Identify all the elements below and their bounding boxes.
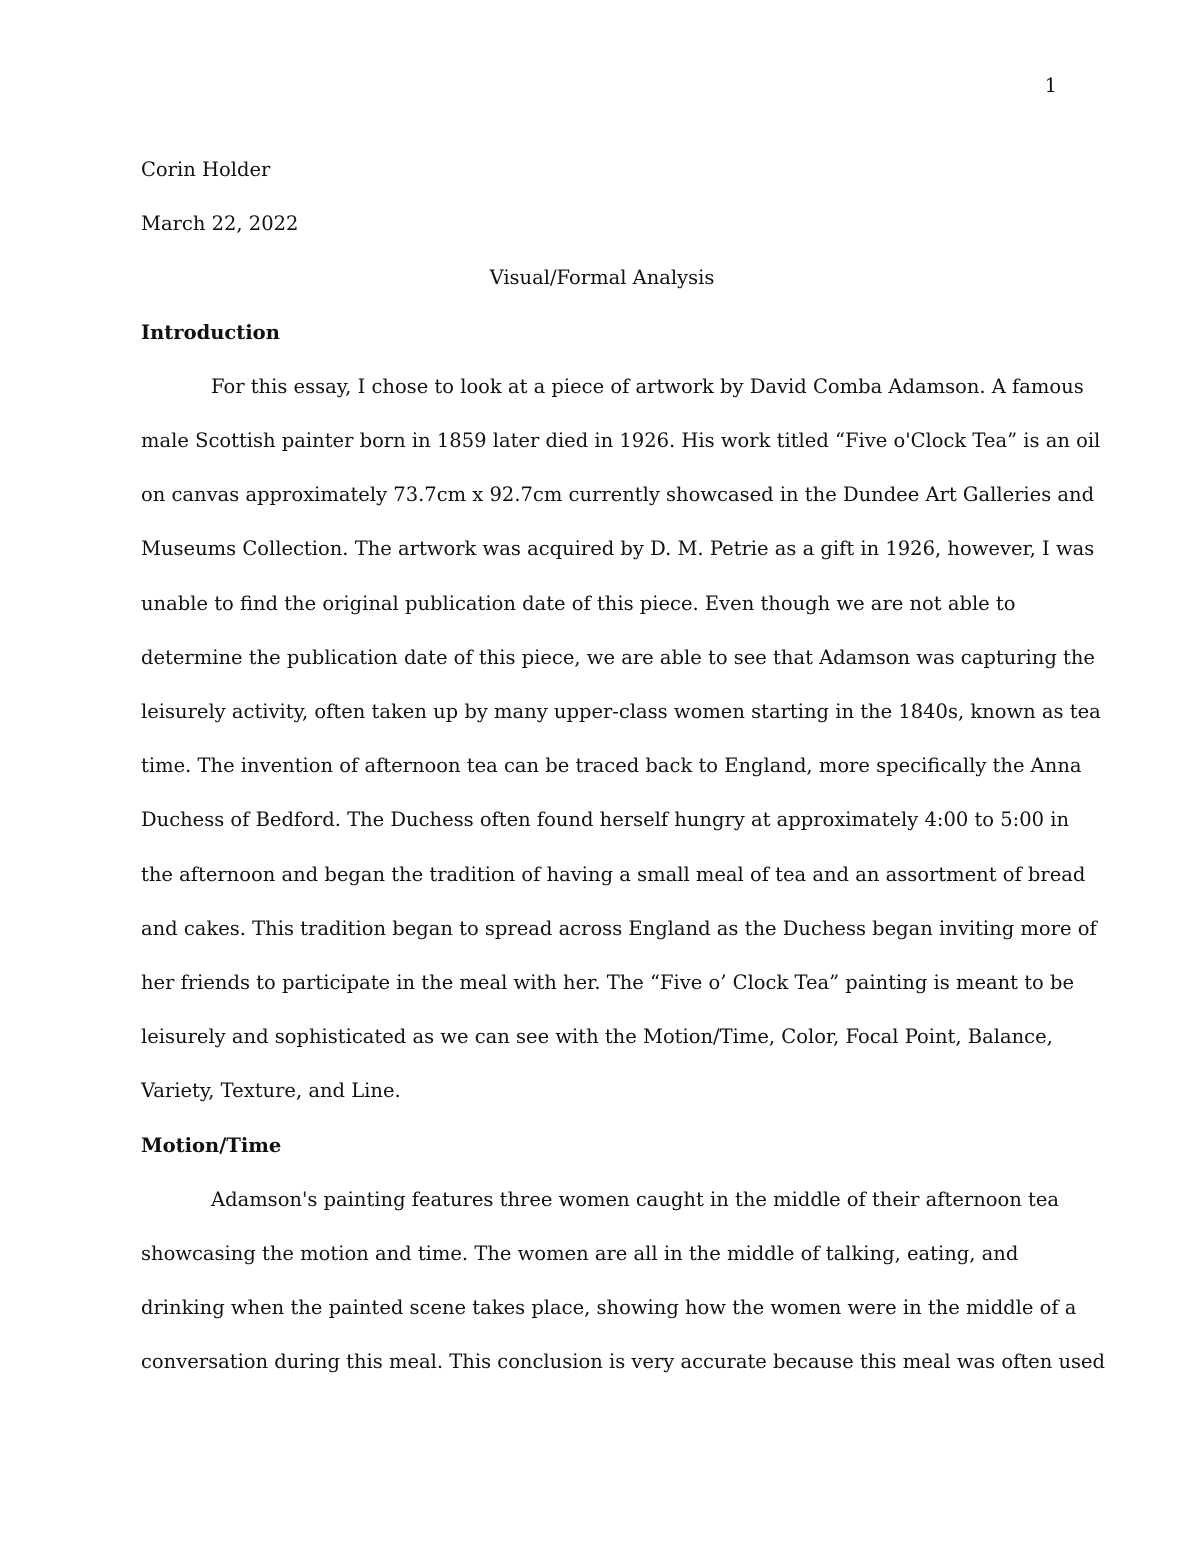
paragraph-line: drinking when the painted scene takes place, showing how the women were in the middle of a bbox=[141, 1296, 1077, 1320]
paragraph-line: For this essay, I chose to look at a piece of artwork by David Comba Adamson. A famous bbox=[211, 374, 1084, 398]
page-number: 1 bbox=[1044, 74, 1057, 97]
paragraph-line: on canvas approximately 73.7cm x 92.7cm currently showcased in the Dundee Art Galleries and bbox=[141, 483, 1095, 507]
motion-time-paragraph bbox=[141, 1173, 1106, 1390]
paragraph-line: determine the publication date of this piece, we are able to see that Adamson was capturing the bbox=[141, 645, 1095, 669]
paragraph-line: and cakes. This tradition began to spread across England as the Duchess began inviting more of bbox=[141, 916, 1097, 940]
paragraph-line: her friends to participate in the meal with her. The “Five o’ Clock Tea” painting is meant to be bbox=[141, 971, 1075, 995]
paragraph-line: the afternoon and began the tradition of having a small meal of tea and an assortment of bread bbox=[141, 862, 1086, 886]
paragraph-line: leisurely and sophisticated as we can see with the Motion/Time, Color, Focal Point, Balance, bbox=[141, 1025, 1053, 1049]
paragraph-line: Variety, Texture, and Line. bbox=[141, 1079, 401, 1103]
paragraph-line: Duchess of Bedford. The Duchess often found herself hungry at approximately 4:00 to 5:00 in bbox=[141, 808, 1070, 832]
paragraph-line: conversation during this meal. This conclusion is very accurate because this meal was often used bbox=[141, 1350, 1106, 1374]
section-heading-motion-time: Motion/Time bbox=[141, 1133, 282, 1157]
paragraph-line: showcasing the motion and time. The women are all in the middle of talking, eating, and bbox=[141, 1242, 1019, 1266]
introduction-paragraph bbox=[141, 360, 1101, 1119]
section-heading-introduction: Introduction bbox=[141, 320, 280, 344]
document-body bbox=[141, 143, 1106, 1390]
paragraph-line: time. The invention of afternoon tea can be traced back to England, more specifically the Anna bbox=[141, 754, 1082, 778]
paragraph-line: Adamson's painting features three women caught in the middle of their afternoon tea bbox=[211, 1187, 1059, 1211]
document-title: Visual/Formal Analysis bbox=[489, 266, 715, 290]
paragraph-line: Museums Collection. The artwork was acquired by D. M. Petrie as a gift in 1926, however, I was bbox=[141, 537, 1095, 561]
paragraph-line: unable to find the original publication date of this piece. Even though we are not able to bbox=[141, 591, 1016, 615]
paragraph-line: leisurely activity, often taken up by many upper-class women starting in the 1840s, known as tea bbox=[141, 700, 1101, 724]
document-date: March 22, 2022 bbox=[141, 212, 299, 236]
author-name: Corin Holder bbox=[141, 158, 271, 181]
paragraph-line: male Scottish painter born in 1859 later died in 1926. His work titled “Five o'Clock Tea” is an oil bbox=[141, 429, 1101, 453]
